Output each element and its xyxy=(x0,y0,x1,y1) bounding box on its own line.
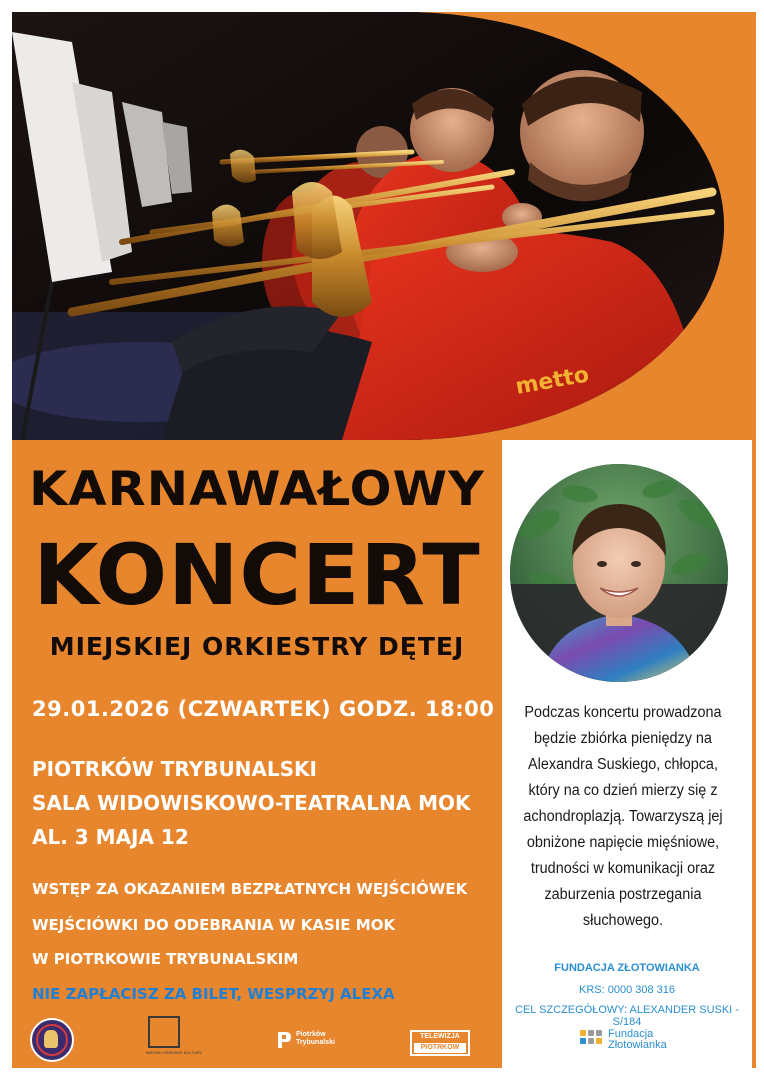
foundation-logo xyxy=(578,1026,678,1054)
foundation-name: FUNDACJA ZŁOTOWIANKA xyxy=(554,962,700,974)
poster-subtitle: MIEJSKIEJ ORKIESTRY DĘTEJ xyxy=(49,632,465,661)
foundation-logo-icon xyxy=(580,1030,604,1050)
orange-frame-edge xyxy=(752,12,756,1068)
piotrkow-logo-line1: Piotrków xyxy=(296,1031,326,1038)
orchestra-photo xyxy=(12,12,724,440)
tickets-line2: WEJŚCIÓWKI DO ODEBRANIA W KASIE MOK xyxy=(32,916,396,934)
poster-title-line1: KARNAWAŁOWY xyxy=(29,462,485,517)
fundraiser-description: Podczas koncertu prowadzona będzie zbiórka pieniędzy na Alexandra Suskiego, chłopca, który na co dzień mierzy się z achondroplazją. Towarzyszą jej obniżone napięcie mięśniowe, trudności w komunikacji oraz zaburzenia postrzegania słuchowego. xyxy=(523,704,723,929)
event-address: AL. 3 MAJA 12 xyxy=(32,825,189,849)
sponsor-logos xyxy=(12,1010,502,1066)
child-portrait xyxy=(510,464,728,682)
piotrkow-logo-line2: Trybunalski xyxy=(296,1039,335,1046)
foundation-logo-line2: Złotowianka xyxy=(608,1039,667,1051)
event-venue: SALA WIDOWISKOWO-TEATRALNA MOK xyxy=(32,791,471,815)
poster-title-line2: KONCERT xyxy=(33,526,481,624)
foundation-logo-line1: Fundacja xyxy=(608,1028,654,1040)
svg-text:metto: metto xyxy=(513,362,591,400)
tv-logo-line2: PIOTRKÓW xyxy=(414,1043,466,1053)
tickets-line1: WSTĘP ZA OKAZANIEM BEZPŁATNYCH WEJŚCIÓWEK xyxy=(32,880,468,898)
tickets-line3: W PIOTRKOWIE TRYBUNALSKIM xyxy=(32,950,299,968)
tv-logo-line1: TELEWIZJA xyxy=(420,1033,460,1040)
support-slogan: NIE ZAPŁACISZ ZA BILET, WESPRZYJ ALEXA xyxy=(32,985,395,1003)
event-city: PIOTRKÓW TRYBUNALSKI xyxy=(32,757,317,781)
fundraiser-goal: CEL SZCZEGÓŁOWY: ALEXANDER SUSKI - S/184 xyxy=(515,1004,739,1028)
foundation-krs: KRS: 0000 308 316 xyxy=(578,984,676,996)
mok-logo-text: MIEJSKI OŚRODEK KULTURY xyxy=(146,1050,203,1055)
tv-piotrkow-logo xyxy=(410,1030,470,1056)
orchestra-logo xyxy=(30,1018,74,1062)
mok-logo xyxy=(146,1014,203,1060)
event-date: 29.01.2026 (CZWARTEK) GODZ. 18:00 xyxy=(32,697,495,721)
